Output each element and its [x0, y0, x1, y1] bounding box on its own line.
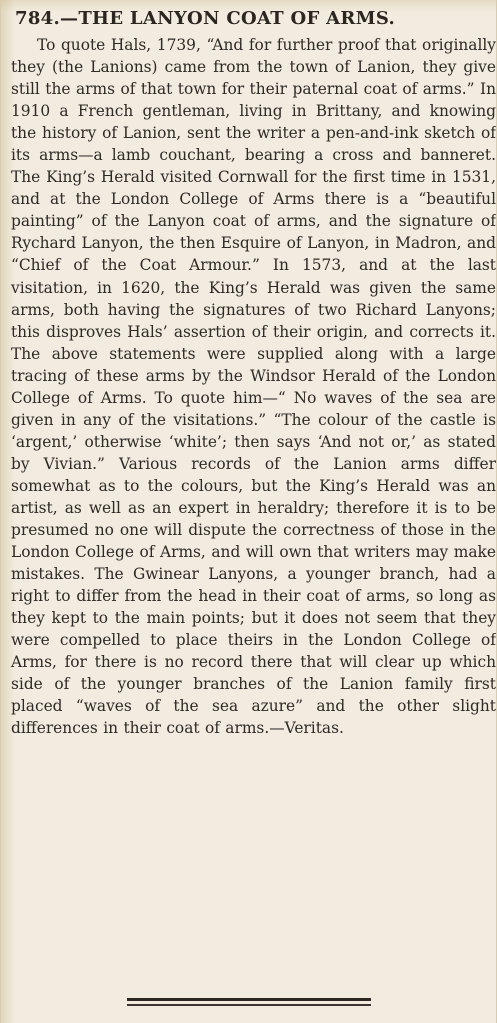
- article-body: To quote Hals, 1739, “And for further proof that originally they (the Lanions) came from the town of Lanion, they give still the arms of that town for their paternal coat of arms.” In 1910 a French gentleman, living in Brittany, and knowing the history of Lanion, sent the writer a pen-and-ink sketch of its arms—a lamb couchant, bearing a cross and banneret. The King’s Herald visited Cornwall for the first time in 1531, and at the London College of Arms there is a “beautiful painting” of the Lanyon coat of arms, and the signature of Rychard Lanyon, the then Esquire of Lanyon, in Madron, and “Chief of the Coat Armour.” In 1573, and at the last visitation, in 1620, the King’s Herald was given the same arms, both having the signatures of two Richard Lanyons; this disproves Hals’ assertion of their origin, and corrects it. The above statements were supplied along with a large tracing of these arms by the Windsor Herald of the London College of Arms. To quote him—“ No waves of the sea are given in any of the visitations.” “The colour of the castle is ‘argent,’ otherwise ‘white’; then says ‘And not or,’ as stated by Vivian.” Various records of the Lanion arms differ somewhat as to the colours, but the King’s Herald was an artist, as well as an expert in heraldry; therefore it is to be presumed no one will dispute the correctness of those in the London College of Arms, and will own that writers may make mistakes. The Gwinear Lanyons, a younger branch, had a right to differ from the head in their coat of arms, so long as they kept to the main points; but it does not seem that they were compelled to place theirs in the London College of Arms, for there is no record there that will clear up which side of the younger branches of the Lanion family first placed “waves of the sea azure” and the other slight differences in their coat of arms.—Veritas.: [11, 36, 496, 738]
- article-heading: 784.—THE LANYON COAT OF ARMS.: [15, 8, 396, 29]
- end-rule-bottom: [127, 1004, 371, 1006]
- end-rule-top: [127, 998, 371, 1001]
